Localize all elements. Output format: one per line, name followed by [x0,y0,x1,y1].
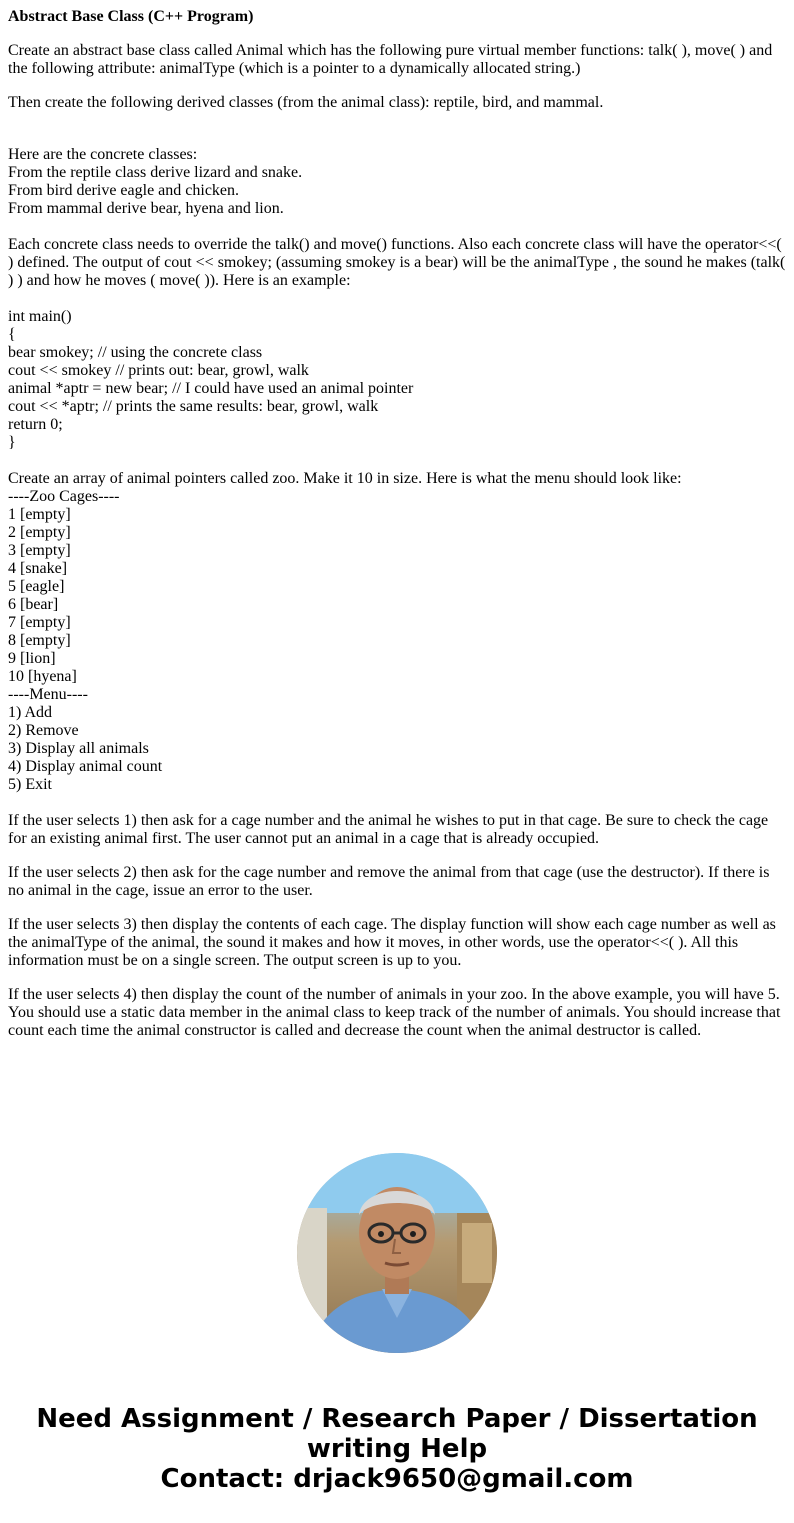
zoo-line: 5) Exit [8,776,52,793]
intro-paragraph: Create an abstract base class called Animal which has the following pure virtual member functions: talk( ), move( ) and the following attribute: animalType (which is a pointer to a dynamically allocated string.) [8,42,773,77]
code-line: { [8,326,16,343]
zoo-line: 5 [eagle] [8,578,65,595]
zoo-menu-block [8,470,788,794]
derived-classes-paragraph: Then create the following derived classes (from the animal class): reptile, bird, and mammal. [8,94,604,111]
override-line: Each concrete class needs to override the talk() and move() functions. Also each concrete class will have the operator<<( [8,236,782,253]
banner-line: Need Assignment / Research Paper / Dissertation [36,1404,758,1434]
zoo-line: ----Menu---- [8,686,88,703]
zoo-line: 1) Add [8,704,52,721]
document-body [8,8,788,1056]
code-line: cout << smokey // prints out: bear, growl, walk [8,362,309,379]
zoo-line: 6 [bear] [8,596,59,613]
zoo-line: 7 [empty] [8,614,71,631]
zoo-line: 9 [lion] [8,650,56,667]
zoo-line: 1 [empty] [8,506,71,523]
code-example-block [8,308,788,452]
override-paragraph [8,236,788,290]
banner-line: writing Help [306,1434,488,1464]
zoo-line: 4) Display animal count [8,758,163,775]
concrete-line: From mammal derive bear, hyena and lion. [8,200,284,217]
override-line: ) defined. The output of cout << smokey; (assuming smokey is a bear) will be the animalType , the sound he makes (talk( [8,254,786,271]
zoo-line: 10 [hyena] [8,668,77,685]
concrete-line: Here are the concrete classes: [8,146,198,163]
concrete-classes-block [8,146,788,218]
contact-banner [0,1404,794,1494]
zoo-line: 2 [empty] [8,524,71,541]
option4-paragraph: If the user selects 4) then display the count of the number of animals in your zoo. In the above example, you will have 5. You should use a static data member in the animal class to keep track of the number of animals. You should increase that count each time the animal constructor is called and decrease the count when the animal destructor is called. [8,986,781,1039]
concrete-line: From the reptile class derive lizard and snake. [8,164,303,181]
concrete-line: From bird derive eagle and chicken. [8,182,240,199]
code-line: cout << *aptr; // prints the same results: bear, growl, walk [8,398,379,415]
document-title: Abstract Base Class (C++ Program) [8,8,254,25]
code-line: } [8,434,16,451]
contact-email: Contact: drjack9650@gmail.com [160,1464,634,1494]
zoo-line: Create an array of animal pointers called zoo. Make it 10 in size. Here is what the menu should look like: [8,470,682,487]
code-line: bear smokey; // using the concrete class [8,344,263,361]
code-line: int main() [8,308,72,325]
override-line: ) ) and how he moves ( move( )). Here is an example: [8,272,351,289]
option2-paragraph: If the user selects 2) then ask for the cage number and remove the animal from that cage (use the destructor). If there is no animal in the cage, issue an error to the user. [8,864,770,899]
author-avatar [297,1153,497,1353]
code-line: animal *aptr = new bear; // I could have used an animal pointer [8,380,414,397]
option3-paragraph: If the user selects 3) then display the contents of each cage. The display function will show each cage number as well as the animalType of the animal, the sound it makes and how it moves, in other words, use the operator<<( ). All this information must be on a single screen. The output screen is up to you. [8,916,776,969]
zoo-line: 4 [snake] [8,560,68,577]
zoo-line: 8 [empty] [8,632,71,649]
option1-paragraph: If the user selects 1) then ask for a cage number and the animal he wishes to put in that cage. Be sure to check the cage for an existing animal first. The user cannot put an animal in a cage that is already occupied. [8,812,769,847]
author-photo-icon [297,1153,497,1353]
zoo-line: 3 [empty] [8,542,71,559]
zoo-line: 2) Remove [8,722,79,739]
zoo-line: 3) Display all animals [8,740,149,757]
code-line: return 0; [8,416,63,433]
zoo-line: ----Zoo Cages---- [8,488,120,505]
